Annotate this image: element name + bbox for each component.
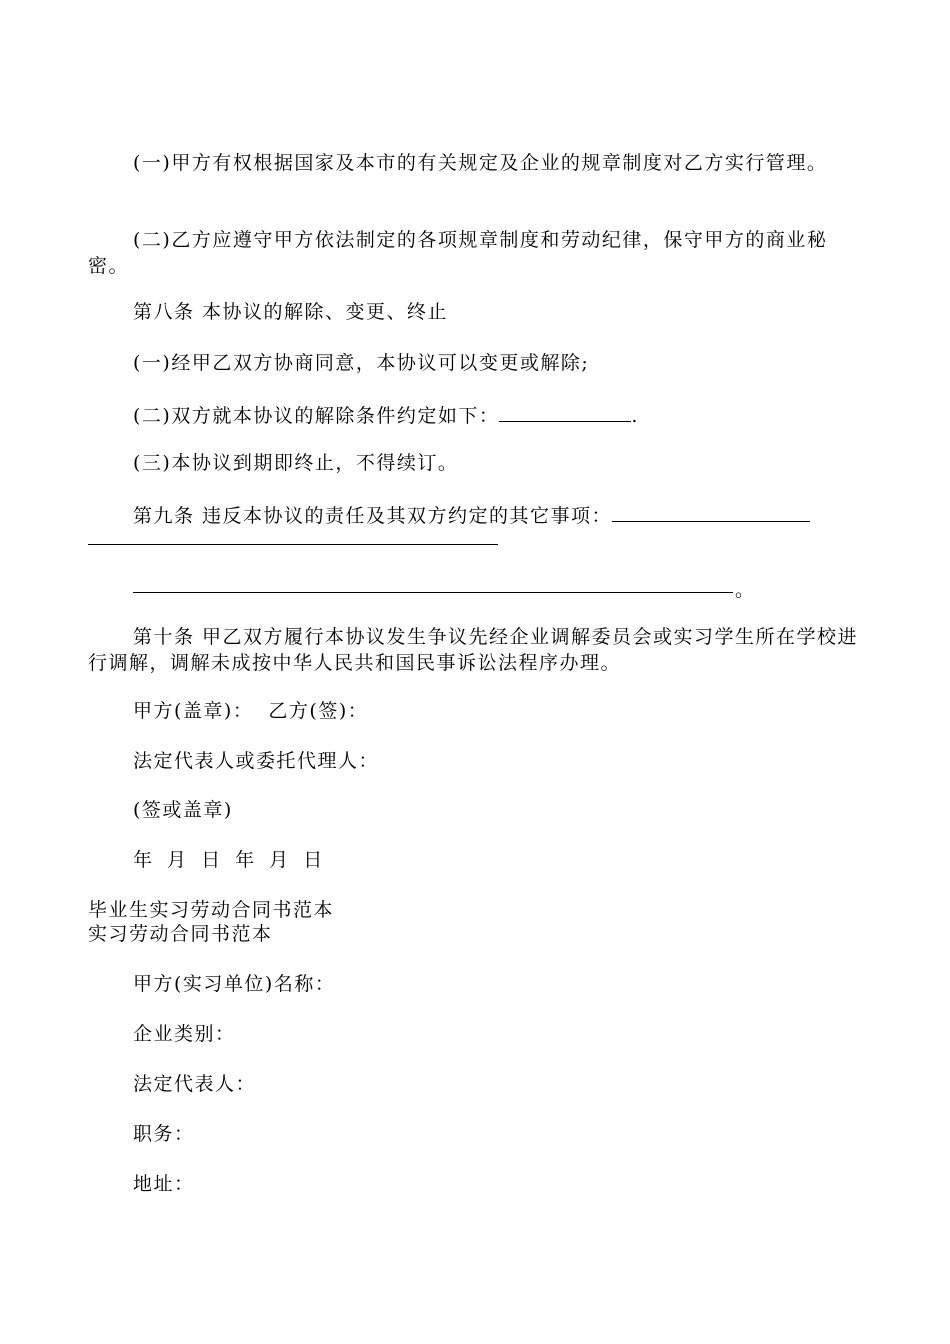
blank-line	[612, 501, 810, 522]
sign-or-seal: (签或盖章)	[133, 799, 233, 821]
heading-1: 毕业生实习劳动合同书范本	[88, 899, 335, 921]
article-9	[133, 501, 913, 528]
clause-8-2-text: (二)双方就本协议的解除条件约定如下：	[133, 405, 500, 427]
party-a-name: 甲方(实习单位)名称：	[133, 973, 336, 995]
article-10: 第十条 甲乙双方履行本协议发生争议先经企业调解委员会或实习学生所在学校进行调解，调解未成按中华人民共和国民事诉讼法程序办理。	[88, 626, 859, 674]
article-9-end: 。	[735, 579, 756, 601]
legal-rep-or-agent: 法定代表人或委托代理人：	[133, 750, 380, 772]
heading-2: 实习劳动合同书范本	[88, 923, 273, 945]
article-9-text: 第九条 违反本协议的责任及其双方约定的其它事项：	[133, 505, 613, 527]
position: 职务：	[133, 1123, 195, 1145]
address: 地址：	[133, 1173, 195, 1195]
clause-8-1: (一)经甲乙双方协商同意，本协议可以变更或解除;	[133, 352, 590, 374]
blank-line	[499, 401, 631, 422]
clause-8-2-end: .	[631, 405, 639, 427]
legal-rep: 法定代表人：	[133, 1073, 257, 1095]
blank-line	[133, 592, 733, 593]
clause-7-2: (二)乙方应遵守甲方依法制定的各项规章制度和劳动纪律，保守甲方的商业秘密。	[88, 229, 828, 277]
article-8-title: 第八条 本协议的解除、变更、终止	[133, 301, 449, 323]
blank-line	[88, 544, 498, 545]
enterprise-type: 企业类别：	[133, 1023, 236, 1045]
clause-7-1: (一)甲方有权根据国家及本市的有关规定及企业的规章制度对乙方实行管理。	[133, 152, 828, 174]
clause-8-3: (三)本协议到期即终止，不得续订。	[133, 452, 459, 474]
signature-parties: 甲方(盖章)： 乙方(签)：	[133, 700, 369, 722]
clause-8-2	[133, 401, 913, 428]
date-line: 年 月 日 年 月 日	[133, 849, 324, 871]
